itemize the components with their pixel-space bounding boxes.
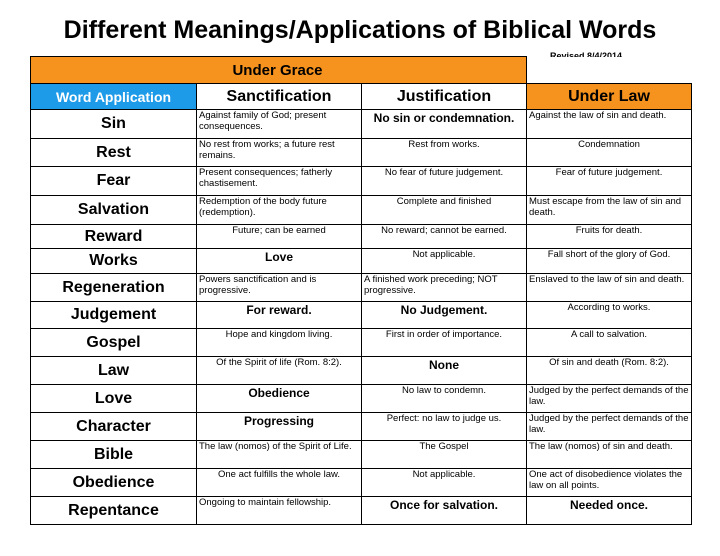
word-cell: Character xyxy=(31,413,197,441)
table-row xyxy=(31,249,692,274)
under-law-cell: The law (nomos) of sin and death. xyxy=(527,441,692,469)
sanctification-cell: One act fulfills the whole law. xyxy=(197,469,362,497)
under-law-cell: Fall short of the glory of God. xyxy=(527,249,692,274)
under-law-cell: Judged by the perfect demands of the law. xyxy=(527,413,692,441)
sanctification-cell: Obedience xyxy=(197,385,362,413)
under-law-cell: Fruits for death. xyxy=(527,225,692,249)
sanctification-cell: Of the Spirit of life (Rom. 8:2). xyxy=(197,357,362,385)
table-row xyxy=(31,225,692,249)
sanctification-cell: For reward. xyxy=(197,302,362,329)
table-row xyxy=(31,385,692,413)
justification-cell: No Judgement. xyxy=(362,302,527,329)
justification-cell: Rest from works. xyxy=(362,139,527,167)
sanctification-cell: Ongoing to maintain fellowship. xyxy=(197,497,362,525)
justification-cell: A finished work preceding; NOT progressive. xyxy=(362,274,527,302)
sanctification-cell: No rest from works; a future rest remains. xyxy=(197,139,362,167)
justification-cell: No sin or condemnation. xyxy=(362,110,527,139)
word-cell: Bible xyxy=(31,441,197,469)
word-cell: Rest xyxy=(31,139,197,167)
sanctification-cell: Love xyxy=(197,249,362,274)
justification-cell: No reward; cannot be earned. xyxy=(362,225,527,249)
word-cell: Reward xyxy=(31,225,197,249)
table-row xyxy=(31,167,692,196)
sanctification-cell: Hope and kingdom living. xyxy=(197,329,362,357)
sanctification-cell: Progressing xyxy=(197,413,362,441)
under-law-cell: Fear of future judgement. xyxy=(527,167,692,196)
word-cell: Obedience xyxy=(31,469,197,497)
justification-cell: Not applicable. xyxy=(362,249,527,274)
justification-cell: The Gospel xyxy=(362,441,527,469)
table-row xyxy=(31,196,692,225)
word-cell: Love xyxy=(31,385,197,413)
word-cell: Law xyxy=(31,357,197,385)
under-law-cell: Needed once. xyxy=(527,497,692,525)
table-row xyxy=(31,497,692,525)
word-cell: Works xyxy=(31,249,197,274)
justification-cell: None xyxy=(362,357,527,385)
word-cell: Repentance xyxy=(31,497,197,525)
blank-cell xyxy=(527,57,692,84)
table-row xyxy=(31,329,692,357)
table-row xyxy=(31,469,692,497)
table-row xyxy=(31,357,692,385)
sanctification-cell: Against family of God; present consequences. xyxy=(197,110,362,139)
comparison-table xyxy=(30,56,692,525)
under-law-header: Under Law xyxy=(527,84,692,110)
justification-cell: Not applicable. xyxy=(362,469,527,497)
word-cell: Fear xyxy=(31,167,197,196)
justification-cell: Once for salvation. xyxy=(362,497,527,525)
under-law-cell: Must escape from the law of sin and death. xyxy=(527,196,692,225)
justification-cell: Complete and finished xyxy=(362,196,527,225)
sanctification-cell: Powers sanctification and is progressive. xyxy=(197,274,362,302)
word-cell: Salvation xyxy=(31,196,197,225)
under-law-cell: Enslaved to the law of sin and death. xyxy=(527,274,692,302)
grace-header-row xyxy=(31,57,692,84)
table-row xyxy=(31,441,692,469)
page-title: Different Meanings/Applications of Biblical Words xyxy=(63,16,657,44)
under-law-cell: Judged by the perfect demands of the law. xyxy=(527,385,692,413)
justification-header: Justification xyxy=(362,84,527,110)
word-cell: Sin xyxy=(31,110,197,139)
table-row xyxy=(31,139,692,167)
table-row xyxy=(31,110,692,139)
under-law-cell: According to works. xyxy=(527,302,692,329)
word-cell: Gospel xyxy=(31,329,197,357)
under-law-cell: A call to salvation. xyxy=(527,329,692,357)
word-cell: Judgement xyxy=(31,302,197,329)
word-cell: Regeneration xyxy=(31,274,197,302)
under-law-cell: Against the law of sin and death. xyxy=(527,110,692,139)
justification-cell: Perfect: no law to judge us. xyxy=(362,413,527,441)
table-row xyxy=(31,302,692,329)
sanctification-cell: Present consequences; fatherly chastisement. xyxy=(197,167,362,196)
under-grace-header: Under Grace xyxy=(31,57,527,84)
justification-cell: No law to condemn. xyxy=(362,385,527,413)
under-law-cell: One act of disobedience violates the law on all points. xyxy=(527,469,692,497)
under-law-cell: Condemnation xyxy=(527,139,692,167)
sanctification-cell: Future; can be earned xyxy=(197,225,362,249)
under-law-cell: Of sin and death (Rom. 8:2). xyxy=(527,357,692,385)
sanctification-cell: Redemption of the body future (redemption). xyxy=(197,196,362,225)
table-row xyxy=(31,413,692,441)
justification-cell: No fear of future judgement. xyxy=(362,167,527,196)
word-application-header: Word Application xyxy=(31,84,197,110)
sanctification-cell: The law (nomos) of the Spirit of Life. xyxy=(197,441,362,469)
column-header-row xyxy=(31,84,692,110)
sanctification-header: Sanctification xyxy=(197,84,362,110)
justification-cell: First in order of importance. xyxy=(362,329,527,357)
table-row xyxy=(31,274,692,302)
